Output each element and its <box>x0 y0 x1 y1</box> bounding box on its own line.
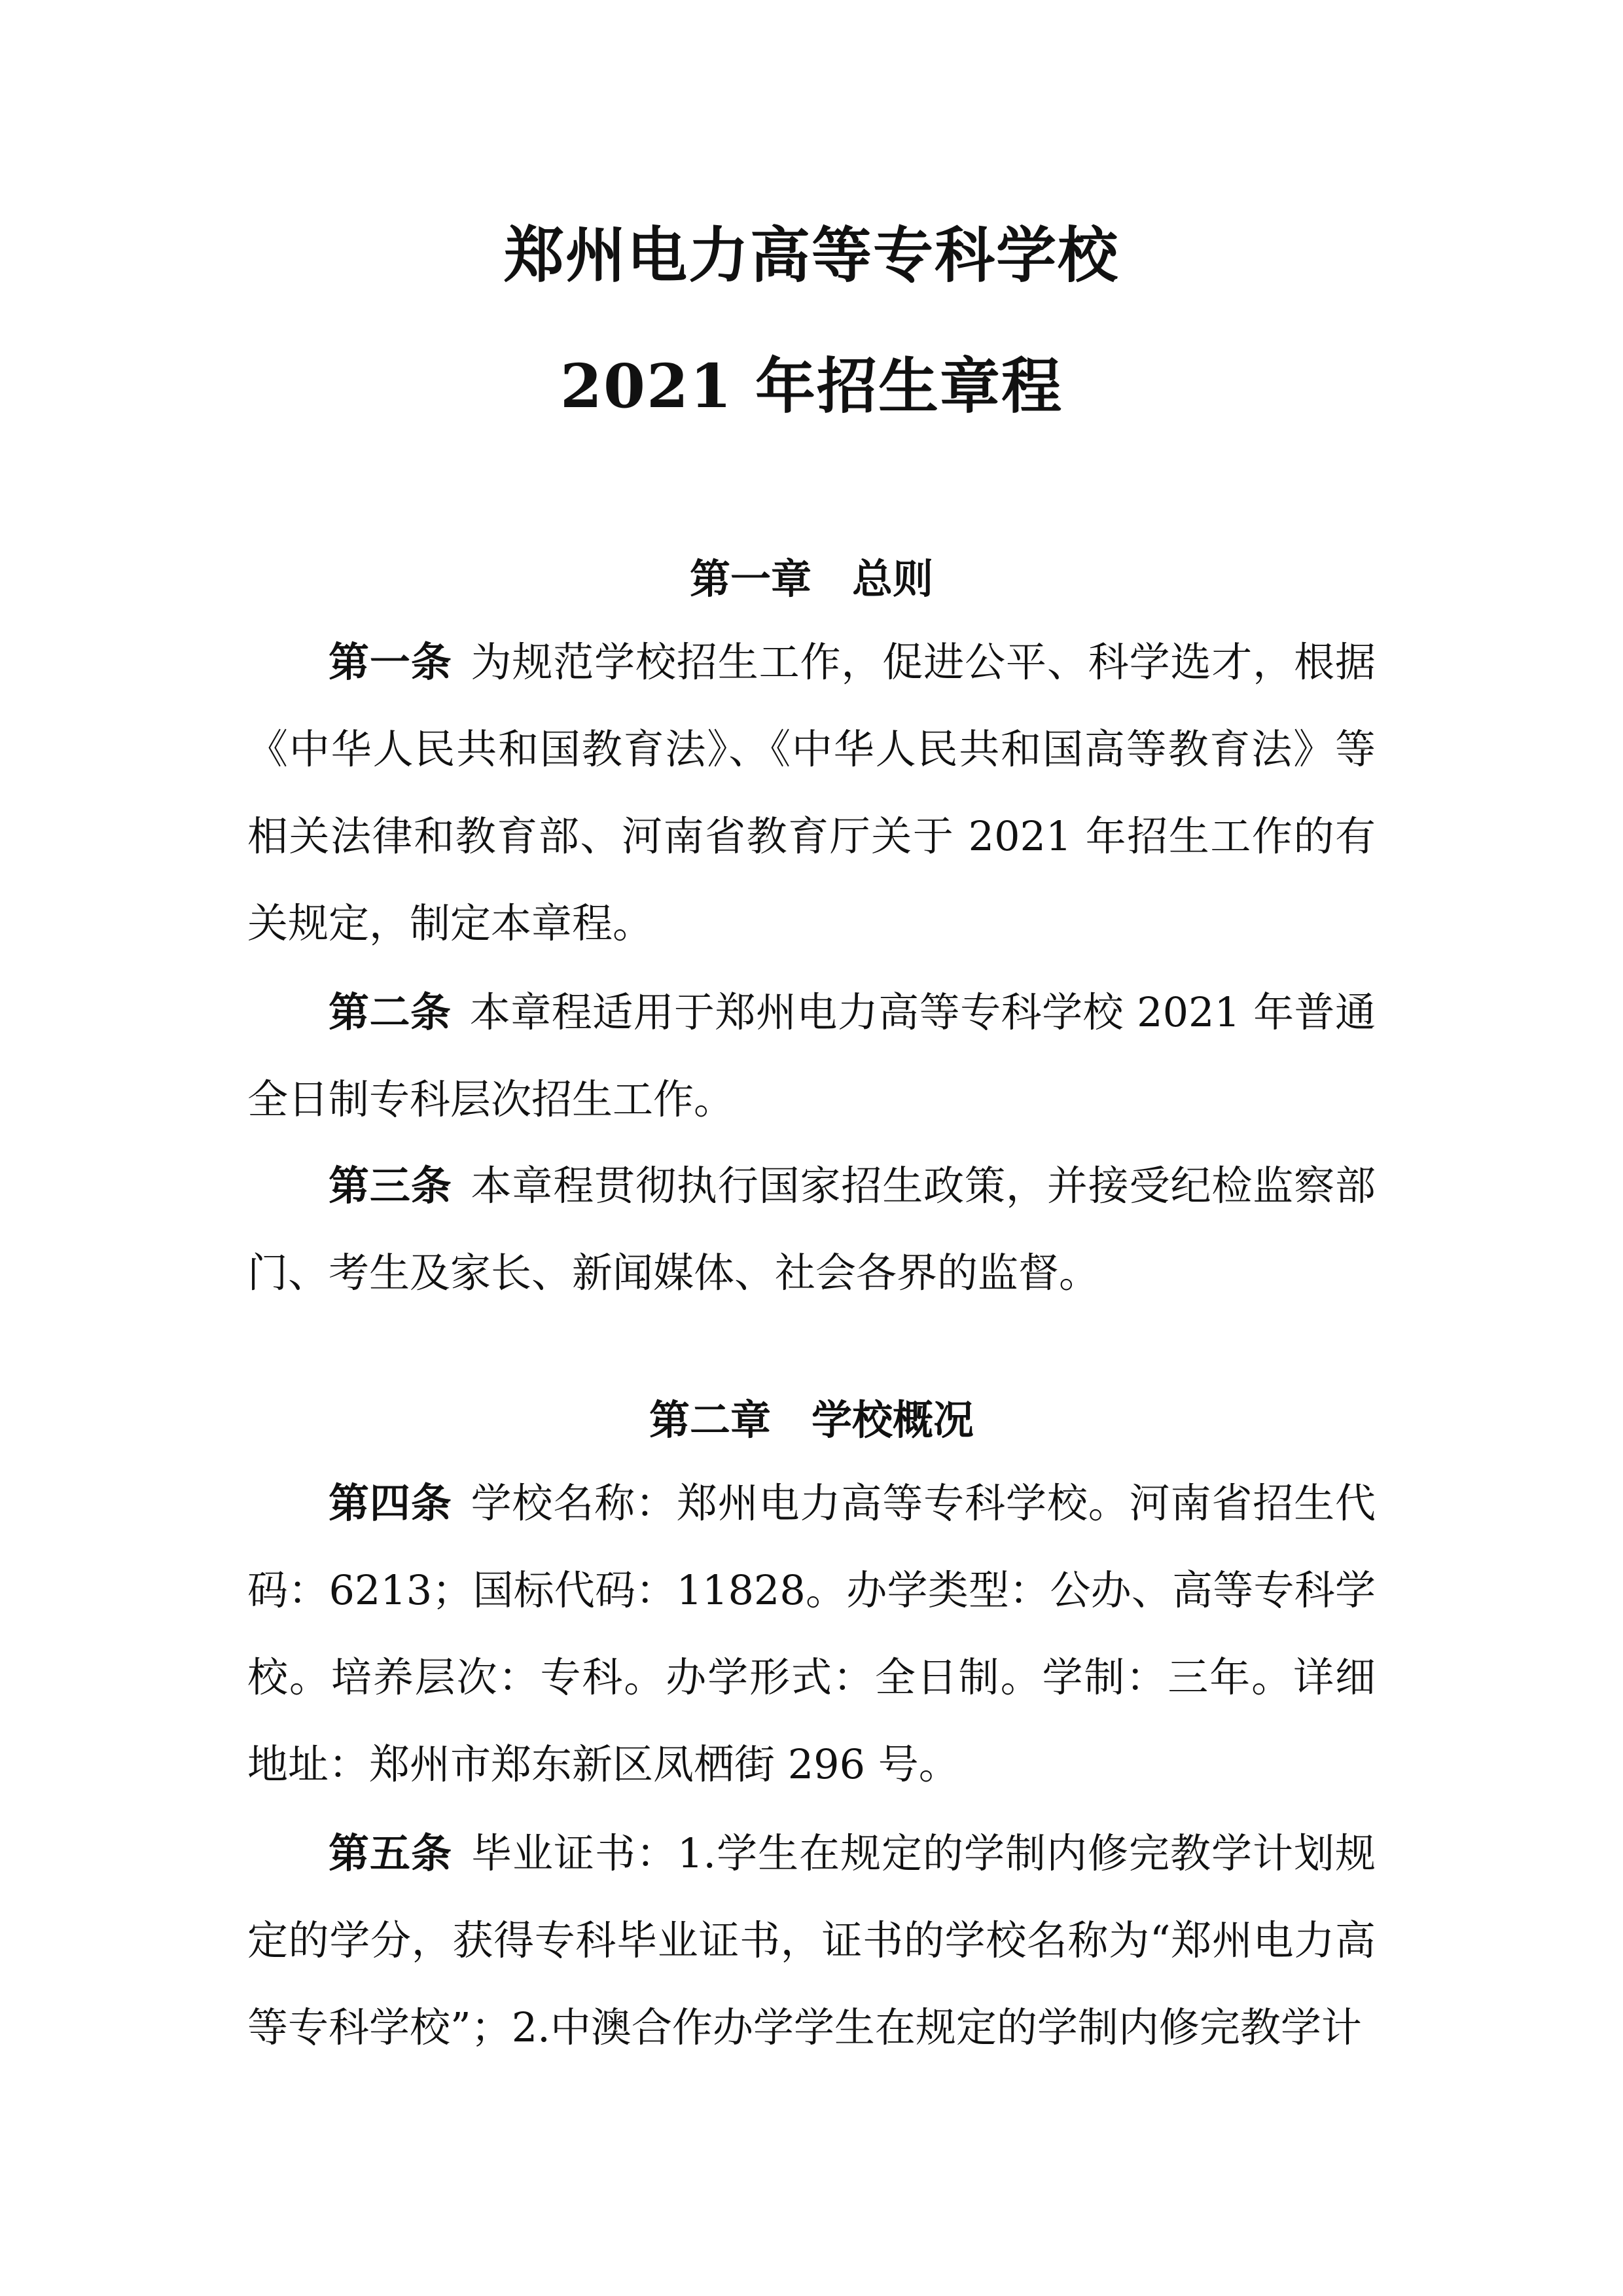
article-label: 第三条 <box>329 1162 452 1210</box>
document-title-line-1: 郑州电力高等专科学校 <box>503 220 1119 291</box>
article-label: 第四条 <box>329 1479 452 1527</box>
article-text: 本章程适用于郑州电力高等专科学校 2021 年普通全日制专科层次招生工作。 <box>247 988 1376 1123</box>
article-text: 为规范学校招生工作，促进公平、科学选才，根据《中华人民共和国教育法》、《中华人民共和国高等教育法》等相关法律和教育部、河南省教育厅关于 2021 年招生工作的有关规定，制定本章程。 <box>247 638 1376 947</box>
article-2 <box>247 969 1376 1143</box>
chapter-number: 第二章 <box>649 1396 771 1444</box>
article-5 <box>247 1810 1376 2071</box>
article-text: 本章程贯彻执行国家招生政策，并接受纪检监察部门、考生及家长、新闻媒体、社会各界的监督。 <box>247 1162 1376 1297</box>
article-3 <box>247 1142 1376 1316</box>
chapter-heading-1 <box>0 553 1623 605</box>
chapter-name: 学校概况 <box>812 1396 974 1444</box>
article-label: 第五条 <box>329 1829 452 1877</box>
article-text: 学校名称：郑州电力高等专科学校。河南省招生代码：6213；国标代码：11828。办学类型：公办、高等专科学校。培养层次：专科。办学形式：全日制。学制：三年。详细地址：郑州市郑东新区凤栖街 296 号。 <box>247 1479 1376 1788</box>
article-label: 第一条 <box>329 638 452 686</box>
article-1 <box>247 619 1376 967</box>
article-label: 第二条 <box>329 988 452 1036</box>
chapter-number: 第一章 <box>689 555 812 603</box>
document-title-line-2: 2021 年招生章程 <box>560 351 1063 422</box>
article-4 <box>247 1460 1376 1808</box>
chapter-name: 总则 <box>852 555 934 603</box>
chapter-heading-2 <box>0 1394 1623 1446</box>
article-text: 毕业证书：1.学生在规定的学制内修完教学计划规定的学分，获得专科毕业证书，证书的学校名称为“郑州电力高等专科学校”；2.中澳合作办学学生在规定的学制内修完教学计 <box>247 1829 1376 2051</box>
